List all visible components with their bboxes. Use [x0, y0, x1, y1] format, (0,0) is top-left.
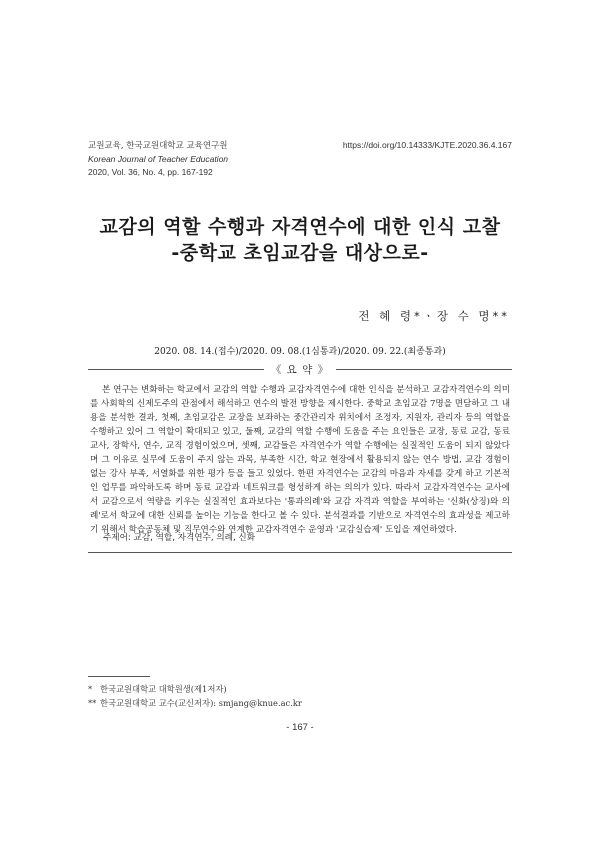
abstract-bottom-rule: [88, 552, 512, 553]
footnote-mark: **: [88, 698, 97, 708]
doi-link[interactable]: https://doi.org/10.14333/KJTE.2020.36.4.167: [342, 140, 512, 150]
footnote-mark: *: [88, 684, 93, 694]
footnote-first-author: [88, 683, 227, 695]
title-subtitle: -중학교 초임교감을 대상으로-: [171, 242, 429, 264]
abstract-heading: 《 요 약 》: [270, 364, 330, 376]
footnote-text: 한국교원대학교 교수(교신저자): smjang@knue.ac.kr: [100, 698, 302, 708]
author-list: 전 혜 령*ㆍ장 수 명**: [358, 309, 510, 323]
paper-title: [0, 214, 600, 266]
footnote-text: 한국교원대학교 대학원생(제1저자): [100, 684, 227, 694]
submission-dates: 2020. 08. 14.(접수)/2020. 09. 08.(1심통과)/2020. 09. 22.(최종통과): [154, 347, 446, 357]
volume-info: 2020, Vol. 36, No. 4, pp. 167-192: [88, 167, 213, 177]
footnote-divider: [88, 676, 150, 677]
page-number: - 167 -: [286, 722, 314, 733]
journal-info: [88, 140, 228, 179]
journal-english-name: Korean Journal of Teacher Education: [88, 154, 229, 164]
publisher-line: 교원교육, 한국교원대학교 교육연구원: [88, 141, 228, 151]
abstract-text: 본 연구는 변화하는 학교에서 교감의 역할 수행과 교감자격연수에 대한 인식을 분석하고 교감자격연수의 의미를 사회학의 신제도주의 관점에서 해석하고 연수의 발전 방향을 제시한다. 중학교 초임교감 7명을 면담하고 그 내용을 분석한 결과, 첫째, 초임교감은 교장을 보좌하는 중간관리자 위치에서 조정자, 지원자, 관리자 등의 역할을 수행하고 있어 그 역할이 확대되고 있고, 둘째, 교감의 역할 수행에 도움을 주는 요인들은 교장, 동료 교감, 동료 교사, 장학사, 연수, 교직 경험이었으며, 셋째, 교감들은 자격연수가 역할 수행에는 실질적인 도움이 되지 않았다며 그 이유로 실무에 도움이 주지 않는 과목, 부족한 시간, 학교 현장에서 활용되지 않는 연수 방법, 교감 경험이 없는 강사 부족, 서열화를 위한 평가 등을 들고 있었다. 한편 자격연수는 교감의 마음과 자세를 갖게 하고 기본적인 업무를 파악하도록 하며 동료 교감과 네트워크를 형성하게 하는 의의가 있다. 따라서 교감자격연수는 교사에서 교감으로서 역량을 키우는 실질적인 효과보다는 '통과의례'와 교감 자격과 역할을 부여하는 '신화(상징)와 의례'로서 학교에 대한 신뢰를 높이는 기능을 한다고 볼 수 있다. 분석결과를 기반으로 자격연수의 효과성을 제고하기 위해서 학습공동체 및 직무연수와 연계한 교감자격연수 운영과 '교감실습제' 도입을 제언하였다.: [90, 385, 511, 535]
title-main: 교감의 역할 수행과 자격연수에 대한 인식 고찰: [99, 216, 501, 238]
footnote-corresponding-author: [88, 697, 302, 709]
keywords: 주제어: 교감, 역할, 자격연수, 의례, 신화: [103, 533, 256, 543]
